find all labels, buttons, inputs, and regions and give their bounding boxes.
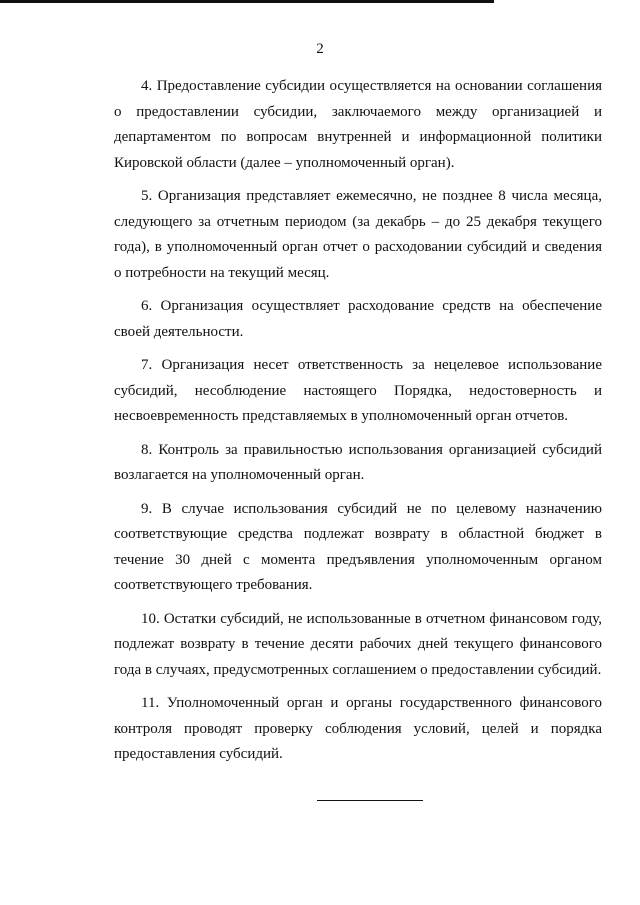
- paragraph-5: 5. Организация представляет ежемесячно, не позднее 8 числа месяца, следующего за отчетным периодом (за декабрь – до 25 декабря текущего года), в уполномоченный орган отчет о расходовании субсидий и сведения о потребности на текущий месяц.: [114, 188, 602, 281]
- top-border-rule: [0, 0, 494, 3]
- paragraph-4: 4. Предоставление субсидии осуществляется на основании соглашения о предоставлении субсидии, заключаемого между организацией и департаментом по вопросам внутренней и информационной политики Кировской области (далее – уполномоченный орган).: [114, 78, 602, 171]
- paragraph-11: 11. Уполномоченный орган и органы государственного финансового контроля проводят проверку соблюдения условий, целей и порядка предоставления субсидий.: [114, 695, 602, 762]
- paragraph-9: 9. В случае использования субсидий не по целевому назначению соответствующие средства подлежат возврату в областной бюджет в течение 30 дней с момента предъявления уполномоченным органом соответствующего требования.: [114, 500, 602, 593]
- paragraph-7: 7. Организация несет ответственность за нецелевое использование субсидий, несоблюдение настоящего Порядка, недостоверность и несвоевременность представляемых в уполномоченный орган отчетов.: [114, 357, 602, 424]
- document-body: [114, 74, 602, 776]
- paragraph-6: 6. Организация осуществляет расходование средств на обеспечение своей деятельности.: [114, 298, 602, 340]
- page-number: 2: [316, 41, 324, 57]
- paragraph-10: 10. Остатки субсидий, не использованные в отчетном финансовом году, подлежат возврату в течение десяти рабочих дней текущего финансового года в случаях, предусмотренных соглашением о предоставлении субсидий.: [114, 610, 602, 678]
- closing-divider: [317, 800, 423, 801]
- paragraph-8: 8. Контроль за правильностью использования организацией субсидий возлагается на уполномоченный орган.: [114, 441, 602, 483]
